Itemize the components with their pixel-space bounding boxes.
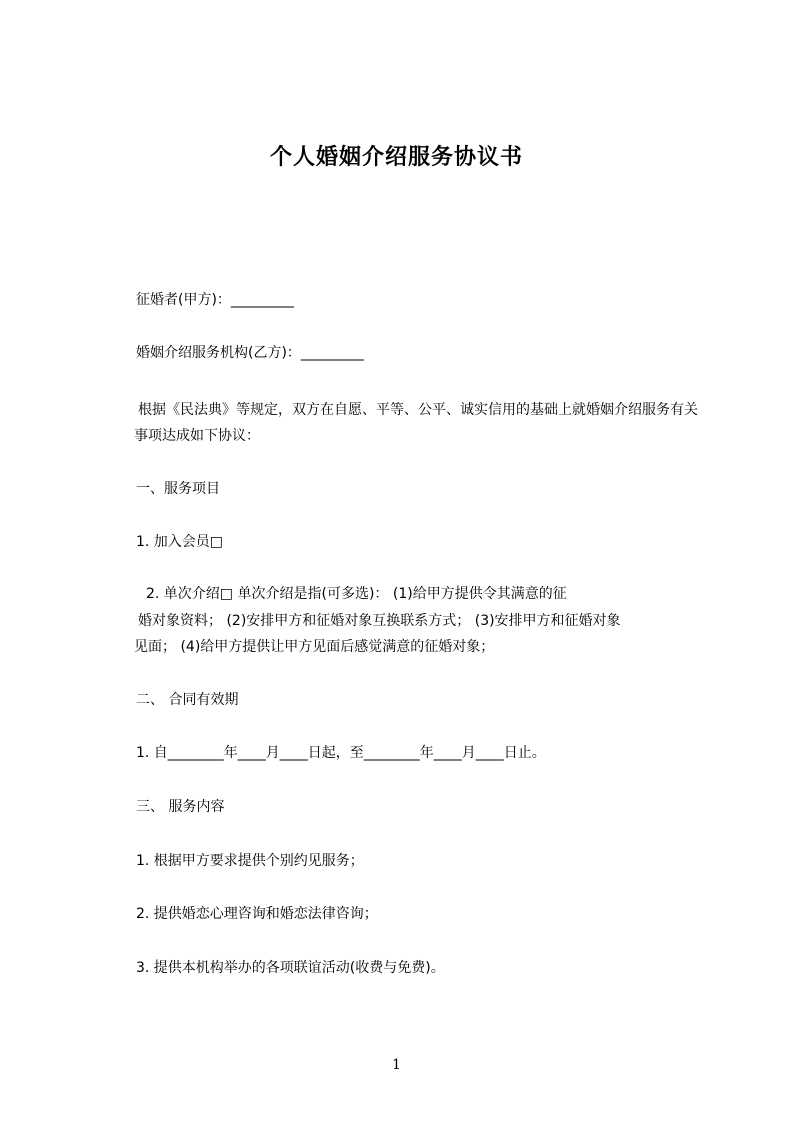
intro-paragraph: 根据《民法典》等规定，双方在自愿、平等、公平、诚实信用的基础上就婚姻介绍服务有关事项达成如下协议： xyxy=(134,402,698,444)
section-3-item-2: 2. 提供婚恋心理咨询和婚恋法律咨询； xyxy=(136,906,378,922)
section-3-item-3: 3. 提供本机构举办的各项联谊活动(收费与免费)。 xyxy=(136,960,445,976)
section-3-item-1: 1. 根据甲方要求提供个别约见服务； xyxy=(136,853,364,869)
party-a-line: 征婚者(甲方)：_________ xyxy=(136,292,294,308)
section-2-heading: 二、 合同有效期 xyxy=(136,692,239,708)
section-1-item-2-line-1: 2. 单次介绍□ 单次介绍是指(可多选)： (1)给甲方提供令其满意的征 xyxy=(146,586,567,602)
page-number: 1 xyxy=(392,1057,401,1073)
section-3-heading: 三、 服务内容 xyxy=(136,799,225,815)
section-1-item-2-line-2: 婚对象资料； (2)安排甲方和征婚对象互换联系方式； (3)安排甲方和征婚对象 xyxy=(138,613,621,629)
section-1-heading: 一、服务项目 xyxy=(136,481,220,497)
section-1-item-1: 1. 加入会员□ xyxy=(136,534,224,550)
party-b-line: 婚姻介绍服务机构(乙方)：_________ xyxy=(136,345,364,361)
section-1-item-2-line-3: 见面； (4)给甲方提供让甲方见面后感觉满意的征婚对象； xyxy=(134,639,495,655)
document-title: 个人婚姻介绍服务协议书 xyxy=(269,145,523,170)
section-2-item-1: 1. 自________年____月____日起，至________年____月____日止。 xyxy=(136,745,546,761)
